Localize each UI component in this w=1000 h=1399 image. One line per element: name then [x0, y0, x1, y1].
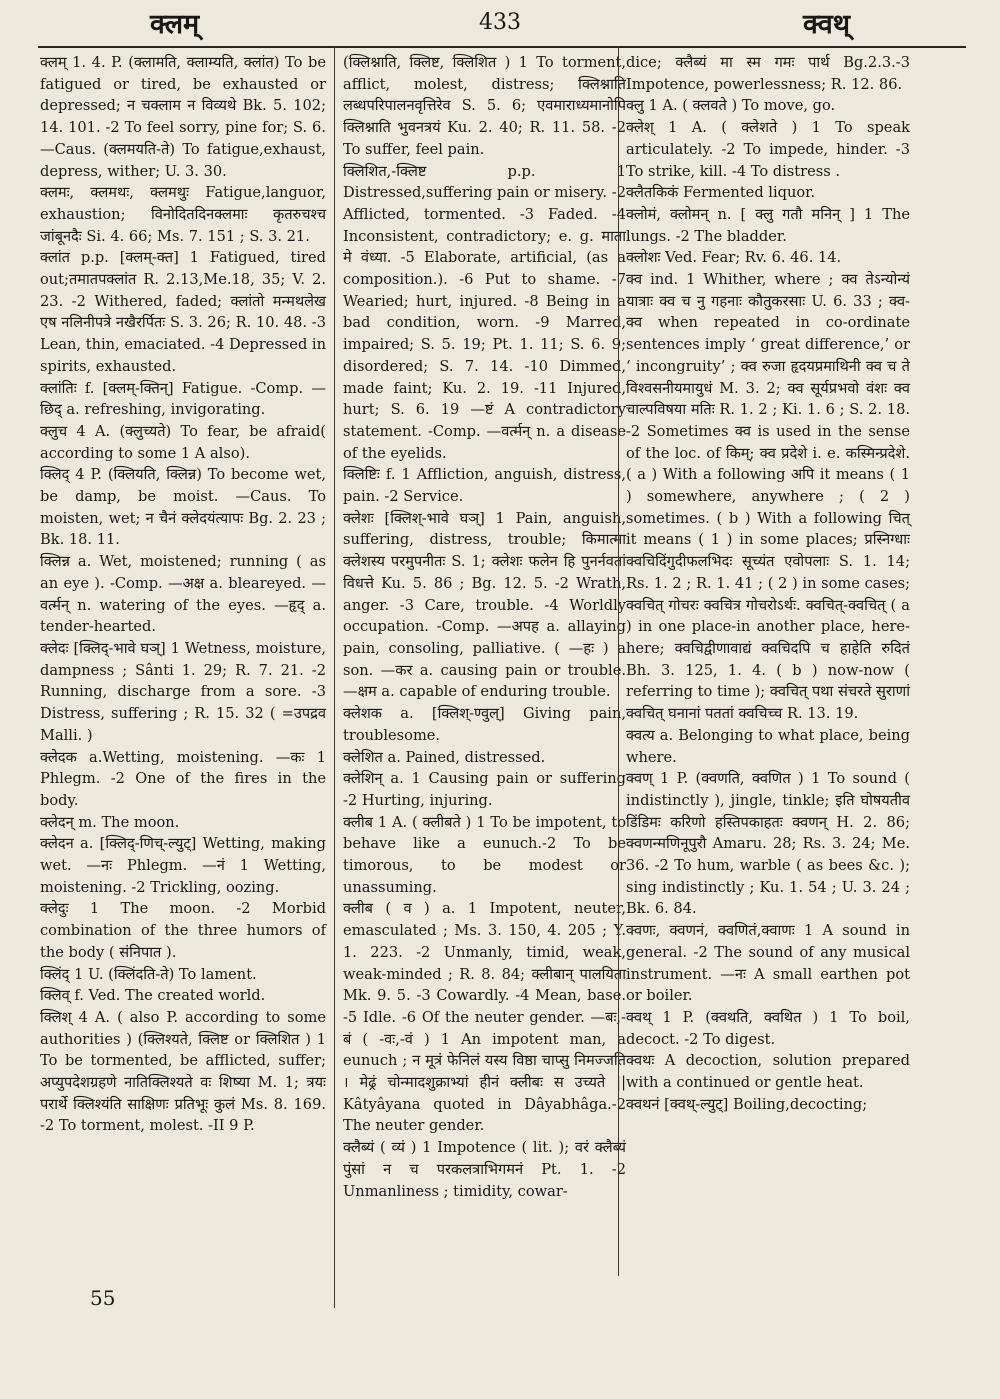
dictionary-entry: क्लिन्न a. Wet, moistened; running ( as an eye ). -Comp. —अक्ष a. bleareyed. —वर्त्मन् n. watering of the eyes. —हृद् a. tender-hearted. [40, 553, 326, 636]
dictionary-entry: क्लांतिः f. [क्लम्-क्तिन्] Fatigue. -Comp. —छिद् a. refreshing, invigorating. [40, 379, 326, 419]
dictionary-entry: क्व ind. 1 Whither, where ; क्व तेऽन्योन्यं यात्राः क्व च नु गहनाः कौतुकरसाः U. 6. 33 ; क्व-क्व when repeated in co-ordinate sentences imply ‘ great difference,’ or ‘ incongruity’ ; क्व रुजा हृदयप्रमाथिनी क्व च ते विश्वसनीयमायुधं M. 3. 2; क्व सूर्यप्रभवो वंशः क्व चाल्पविषया मतिः R. 1. 2 ; Ki. 1. 6 ; S. 2. 18. -2 Sometimes क्व is used in the sense of the loc. of किम्; क्व प्रदेशे i. e. कस्मिन्प्रदेशे. ( a ) With a following अपि it means ( 1 ) somewhere, anywhere ; ( 2 ) sometimes. ( b ) With a following चित् it means ( 1 ) in some places; प्रस्निग्धाः क्वचिदिंगुदीफलभिदः सूच्यंत एवोपलाः S. 1. 14; Rs. 1. 2 ; R. 1. 41 ; ( 2 ) in some cases; क्वचित् गोचरः क्वचित्र गोचरोऽर्थः. क्वचित्-क्वचित् ( a ) in one place-in another place, here-here; क्वचिद्वीणावाद्यं क्वचिदपि च हाहेति रुदितं Bh. 3. 125, 1. 4. ( b ) now-now ( referring to time ); क्वचित् पथा संचरते सुराणां क्वचित् घनानां पततां क्वचिच्च R. 13. 19. [626, 271, 910, 723]
dictionary-entry: क्वथ् 1 P. (क्वथति, क्वथित ) 1 To boil, decoct. -2 To digest. [626, 1008, 910, 1048]
right-running-headword: क्वथ् [803, 9, 850, 40]
left-running-headword: क्लम् [150, 9, 200, 40]
dictionary-entry: क्लमः, क्लमथः, क्लमथुः Fatigue,languor, exhaustion; विनोदितदिनक्लमाः कृतरुचश्च जांबूनदैः Si. 4. 66; Ms. 7. 151 ; S. 3. 21. [40, 184, 326, 245]
column-divider-2 [618, 46, 619, 1276]
dictionary-entry: क्लेशित a. Pained, distressed. [343, 748, 546, 766]
column-divider-1 [334, 46, 335, 1308]
page-number: 433 [479, 10, 521, 35]
dictionary-entry: क्लेश् 1 A. ( क्लेशते ) 1 To speak articulately. -2 To impede, hinder. -3 To strike, kill. -4 To distress . [626, 119, 910, 180]
dictionary-entry: क्लैतकिकं Fermented liquor. [626, 184, 816, 202]
dictionary-entry: क्लेदुः 1 The moon. -2 Morbid combination of the three humors of the body ( संनिपात ). [40, 900, 326, 961]
dictionary-entry: क्लीब ( व ) a. 1 Impotent, neuter, emasculated ; Ms. 3. 150, 4. 205 ; Y. 1. 223. -2 Unmanly, timid, weak, weak-minded ; R. 8. 84; क्लीबान् पालयिता Mk. 9. 5. -3 Cowardly. -4 Mean, base. -5 Idle. -6 Of the neuter gender. —बः,-बं ( -वः,-वं ) 1 An impotent man, a eunuch ; न मूत्रं फेनिलं यस्य विष्ठा चाप्सु निमज्जति । मेढ्रं चोन्मादशुक्राभ्यां हीनं क्लीबः स उच्यते || Kâtyâyana quoted in Dâyabhâga.-2 The neuter gender. [343, 900, 626, 1135]
dictionary-entry: क्लिद् 4 P. (क्लियति, क्लिन्न) To become wet, be damp, be moist. —Caus. To moisten, wet; न चैनं क्लेदयंत्यापः Bg. 2. 23 ; Bk. 18. 11. [40, 466, 326, 549]
dictionary-entry: क्लेदन a. [क्लिद्-णिच्-ल्युट्] Wetting, making wet. —नः Phlegm. —नं 1 Wetting, moistening. -2 Trickling, oozing. [40, 835, 326, 896]
header-rule [38, 46, 966, 48]
dictionary-entry: dice; क्लैब्यं मा स्म गमः पार्थ Bg.2.3.-3 Impotence, powerlessness; R. 12. 86. [626, 54, 910, 93]
dictionary-entry: क्लेदः [क्लिद्-भावे घञ्] 1 Wetness, moisture, dampness ; Sânti 1. 29; R. 7. 21. -2 Running, discharge from a sore. -3 Distress, suffering ; R. 15. 32 ( =उपद्रव Malli. ) [40, 639, 326, 744]
dictionary-entry: क्वण् 1 P. (क्वणति, क्वणित ) 1 To sound ( indistinctly ), jingle, tinkle; इति घोषयतीव डिंडिमः करिणो हस्तिपकाहतः क्वणन् H. 2. 86; क्वणन्मणिनूपुरौ Amaru. 28; Rs. 3. 24; Me. 36. -2 To hum, warble ( as bees &c. ); sing indistinctly ; Ku. 1. 54 ; U. 3. 24 ; Bk. 6. 84. [626, 770, 910, 918]
dictionary-entry: क्लम् 1. 4. P. (क्लामति, क्लाम्यति, क्लांत) To be fatigued or tired, be exhausted or depressed; न चक्लाम न विव्यथे Bk. 5. 102; 14. 101. -2 To feel sorry, pine for; S. 6. —Caus. (क्लमयति-ते) To fatigue,exhaust, depress, wither; U. 3. 30. [40, 54, 326, 180]
dictionary-entry: क्लेशिन् a. 1 Causing pain or suffering -2 Hurting, injuring. [343, 770, 626, 809]
dictionary-entry: (क्लिश्नाति, क्लिष्ट, क्लिशित ) 1 To torment, afflict, molest, distress; क्लिश्नाति लब्धपरिपालनवृत्तिरेव S. 5. 6; एवमाराध्यमानोपि क्लिश्नाति भुवनत्रयं Ku. 2. 40; R. 11. 58. -2 To suffer, feel pain. [343, 54, 626, 158]
dictionary-entry: क्लोमं, क्लोमन् n. [ क्लु गतौ मनिन् ] 1 The lungs. -2 The bladder. [626, 205, 910, 245]
dictionary-entry: क्लु 1 A. ( क्लवते ) To move, go. [626, 97, 836, 115]
dictionary-entry: क्वथः A decoction, solution prepared with a continued or gentle heat. [626, 1052, 910, 1092]
page-header [40, 4, 960, 46]
dictionary-entry: क्वत्य a. Belonging to what place, being where. [626, 726, 910, 766]
column-right [626, 52, 910, 1115]
dictionary-entry: क्लुच 4 A. (क्लुच्यते) To fear, be afraid( according to some 1 A also). [40, 422, 326, 462]
dictionary-entry: क्लिष्टिः f. 1 Affliction, anguish, distress, pain. -2 Service. [343, 466, 626, 506]
dictionary-entry: क्लांत p.p. [क्लम्-क्त] 1 Fatigued, tired out;तमातपक्लांत R. 2.13,Me.18, 35; V. 2. 23. -2 Withered, faded; क्लांतो मन्मथलेख एष नलिनीपत्रे नखैरर्पितः S. 3. 26; R. 10. 48. -3 Lean, thin, emaciated. -4 Depressed in spirits, exhausted. [40, 249, 326, 375]
column-left [40, 52, 326, 1137]
dictionary-entry: क्लैब्यं ( व्यं ) 1 Impotence ( lit. ); वरं क्लैब्यं पुंसां न च परकलत्राभिगमनं Pt. 1. -2 Unmanliness ; timidity, cowar- [343, 1139, 626, 1200]
dictionary-entry: क्लिव् f. Ved. The created world. [40, 987, 266, 1005]
column-middle [343, 52, 626, 1202]
dictionary-entry: क्लोशः Ved. Fear; Rv. 6. 46. 14. [626, 249, 842, 267]
dictionary-entry: क्लिशित,-क्लिष्ट p.p. 1 Distressed,suffering pain or misery. -2 Afflicted, tormented. -3 Faded. -4 Inconsistent, contradictory; e. g. माता मे वंध्या. -5 Elaborate, artificial, (as a composition.). -6 Put to shame. -7 Wearied; hurt, injured. -8 Being in a bad condition, worn. -9 Marred, impaired; S. 5. 19; Pt. 1. 11; S. 6. 9; disordered; S. 7. 14. -10 Dimmed, made faint; Ku. 2. 19. -11 Injured, hurt; S. 6. 19 —ष्टं A contradictory statement. -Comp. —वर्त्मन् n. a disease of the eyelids. [343, 162, 626, 462]
dictionary-entry: क्लेशक a. [क्लिश्-ण्वुल्] Giving pain, troublesome. [343, 705, 626, 744]
dictionary-entry: क्लेदक a.Wetting, moistening. —कः 1 Phlegm. -2 One of the fires in the body. [40, 748, 326, 809]
dictionary-entry: क्वणः, क्वणनं, क्वणितं,क्वाणः 1 A sound in general. -2 The sound of any musical instrument. —नः A small earthen pot or boiler. [626, 922, 910, 1005]
dictionary-entry: क्लेशः [क्लिश्-भावे घञ्] 1 Pain, anguish, suffering, distress, trouble; किमात्मा क्लेशस्य परमुपनीतः S. 1; क्लेशः फलेन हि पुनर्नवतां विधत्ते Ku. 5. 86 ; Bg. 12. 5. -2 Wrath, anger. -3 Care, trouble. -4 Worldly occupation. -Comp. —अपह a. allaying pain, consoling, palliative. ( —हः ) a son. —कर a. causing pain or trouble. —क्षम a. capable of enduring trouble. [343, 509, 626, 701]
dictionary-entry: क्लिंद् 1 U. (क्लिंदति-ते) To lament. [40, 965, 257, 983]
dictionary-entry: क्लेदन् m. The moon. [40, 813, 180, 831]
dictionary-entry: क्लिश् 4 A. ( also P. according to some authorities ) (क्लिश्यते, क्लिष्ट or क्लिशित ) 1 To be tormented, be afflicted, suffer; अप्युपदेशग्रहणे नातिक्लिश्यते वः शिष्या M. 1; त्रयः परार्थे क्लिश्यंति साक्षिणः प्रतिभूः कुलं Ms. 8. 169. -2 To torment, molest. -II 9 P. [40, 1008, 326, 1135]
dictionary-entry: क्लीब 1 A. ( क्लीबते ) 1 To be impotent, to behave like a eunuch.-2 To be timorous, to be modest or unassuming. [343, 813, 626, 896]
dictionary-entry: क्वथनं [क्वथ्-ल्युट्] Boiling,decocting; [626, 1095, 868, 1113]
signature-mark: 55 [90, 1286, 116, 1310]
